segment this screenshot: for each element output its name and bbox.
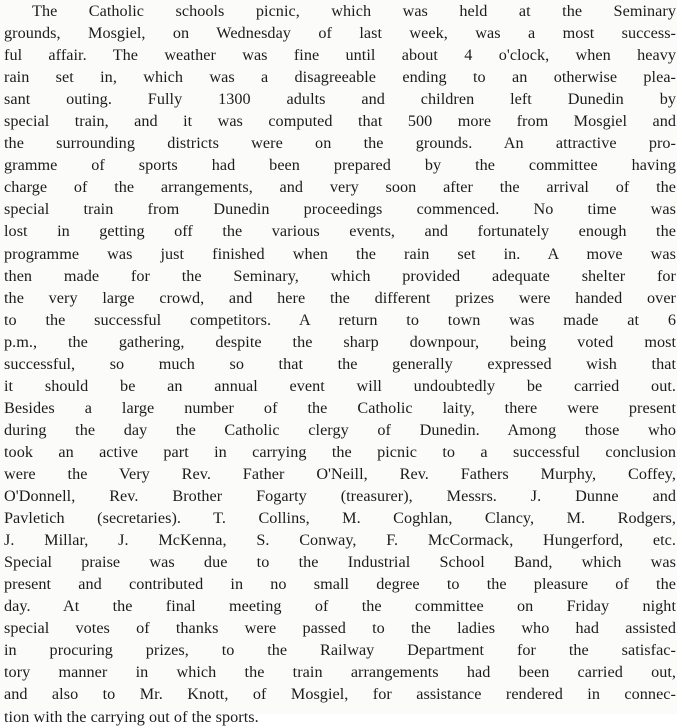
article-line: to the successful competitors. A return to town was made at 6 [4,310,676,329]
article-line: O'Donnell, Rev. Brother Fogarty (treasurer), Messrs. J. Dunne and [4,487,676,506]
article-line: took an active part in carrying the picnic to a successful conclusion [4,442,676,461]
article-line: Special praise was due to the Industrial School Band, which was [4,553,676,572]
article-line: tory manner in which the train arrangements had been carried out, [4,663,676,682]
article-line: special train from Dunedin proceedings commenced. No time was [4,200,676,219]
article-line: Pavletich (secretaries). T. Collins, M. Coghlan, Clancy, M. Rodgers, [4,509,676,528]
article-line: gramme of sports had been prepared by the committee having [4,156,676,175]
article-column [4,0,676,728]
article-line: in procuring prizes, to the Railway Department for the satisfac- [4,641,676,660]
article-line: lost in getting off the various events, and fortunately enough the [4,222,676,241]
article-line: grounds, Mosgiel, on Wednesday of last week, was a most success- [4,24,676,43]
article-line: were the Very Rev. Father O'Neill, Rev. Fathers Murphy, Coffey, [4,464,676,483]
article-line: charge of the arrangements, and very soon after the arrival of the [4,178,676,197]
article-line: the very large crowd, and here the different prizes were handed over [4,288,676,307]
article-line: Besides a large number of the Catholic laity, there were present [4,398,676,417]
article-line: the surrounding districts were on the grounds. An attractive pro- [4,134,676,153]
article-line: present and contributed in no small degree to the pleasure of the [4,575,676,594]
article-line: The Catholic schools picnic, which was held at the Seminary [32,2,676,20]
article-line: day. At the final meeting of the committee on Friday night [4,597,676,616]
article-line: then made for the Seminary, which provided adequate shelter for [4,266,676,285]
article-line: special votes of thanks were passed to the ladies who had assisted [4,619,676,638]
article-line: it should be an annual event will undoubtedly be carried out. [4,376,676,395]
article-line: J. Millar, J. McKenna, S. Conway, F. McCormack, Hungerford, etc. [4,531,676,550]
article-line: special train, and it was computed that 500 more from Mosgiel and [4,112,676,131]
article-line: p.m., the gathering, despite the sharp downpour, being voted most [4,332,676,351]
article-line: rain set in, which was a disagreeable ending to an otherwise plea- [4,68,676,87]
article-line: successful, so much so that the generally expressed wish that [4,354,676,373]
article-line: programme was just finished when the rain set in. A move was [4,244,676,263]
article-line: and also to Mr. Knott, of Mosgiel, for assistance rendered in connec- [4,685,676,704]
article-line: sant outing. Fully 1300 adults and children left Dunedin by [4,90,676,109]
article-line: during the day the Catholic clergy of Dunedin. Among those who [4,420,676,439]
article-line: tion with the carrying out of the sports. [4,707,259,726]
article-line: ful affair. The weather was fine until about 4 o'clock, when heavy [4,46,676,65]
